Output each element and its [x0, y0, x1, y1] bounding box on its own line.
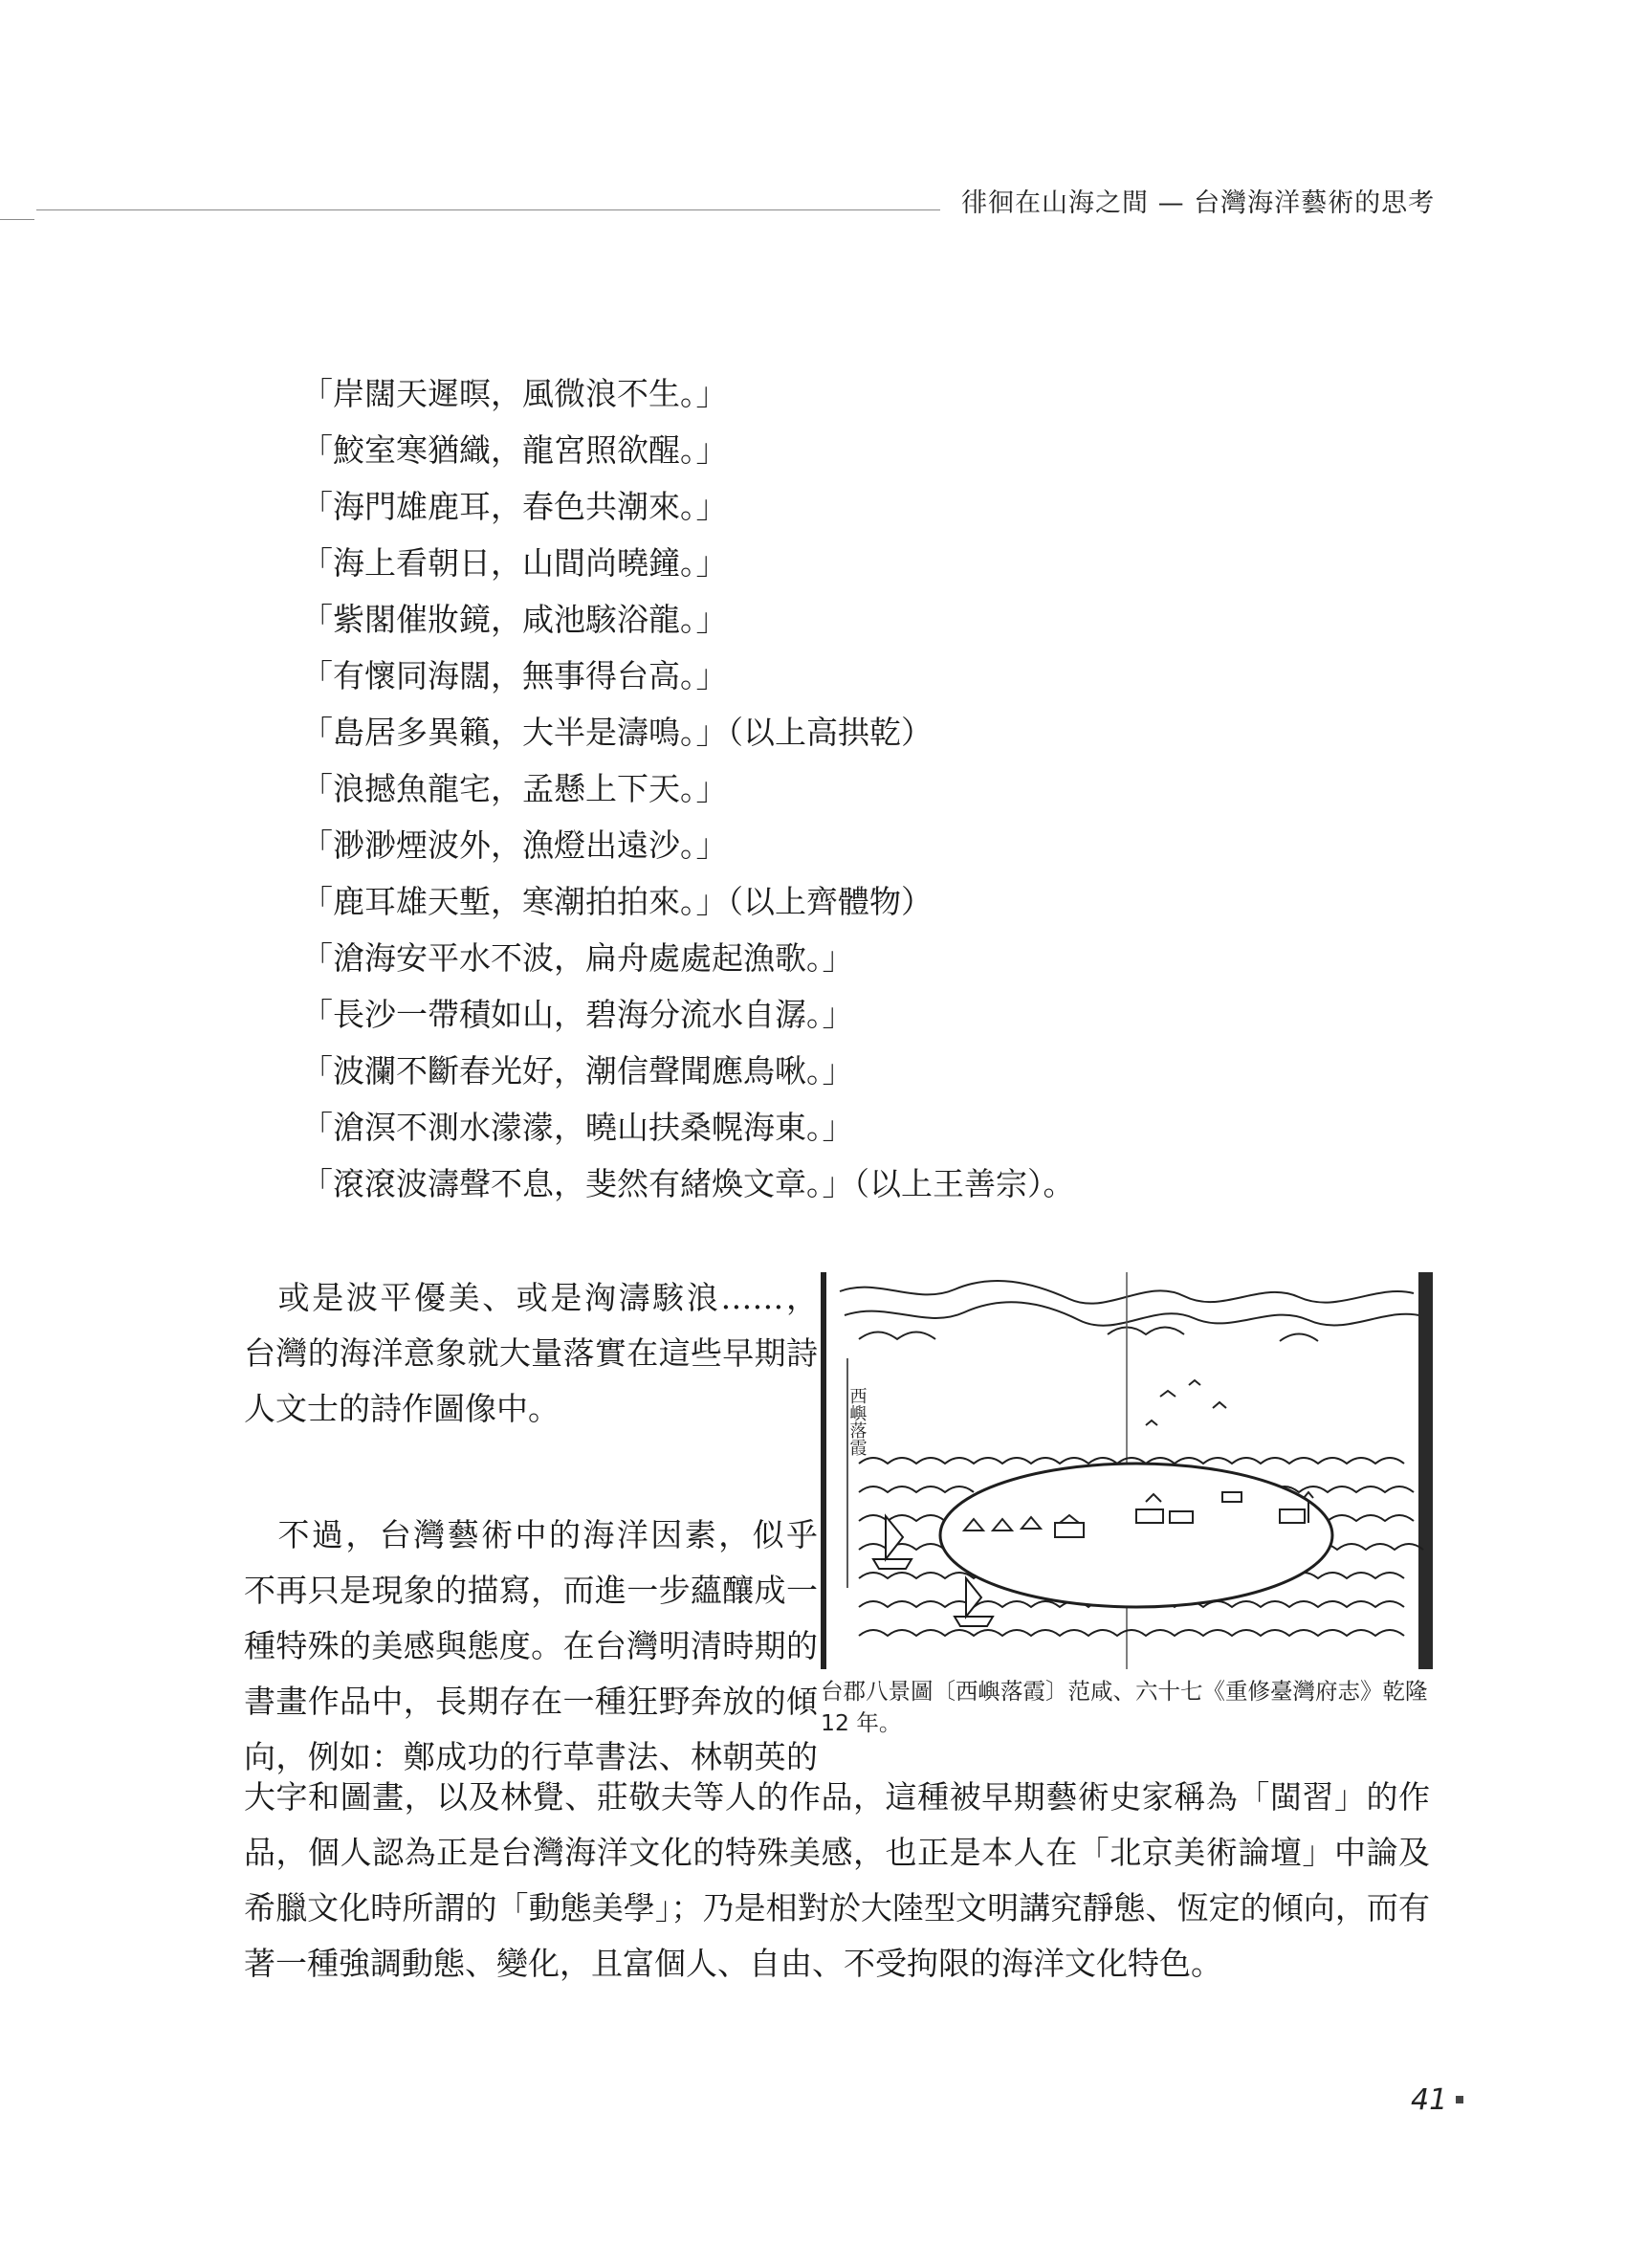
poem-line: 「長沙一帶積如山，碧海分流水自潺。」	[301, 996, 854, 1033]
poem-line: 「鮫室寒猶織，龍宮照欲醒。」	[301, 431, 728, 469]
poem-line: 「鹿耳雄天塹，寒潮拍拍來。」（以上齊體物）	[301, 883, 933, 920]
header-tick-rule	[0, 219, 34, 220]
poem-line: 「滾滾波濤聲不息，斐然有緒煥文章。」（以上王善宗）。	[301, 1165, 1075, 1202]
poem-line: 「紫閣催妝鏡，咸池駭浴龍。」	[301, 601, 728, 638]
paragraph-line: 向，例如：鄭成功的行草書法、林朝英的	[244, 1738, 818, 1775]
poem-line: 「滄溟不測水濛濛，曉山扶桑幌海東。」	[301, 1109, 854, 1146]
paragraph-continued: 大字和圖畫，以及林覺、莊敬夫等人的作品，這種被早期藝術史家稱為「閩習」的作品，個人認為正是台灣海洋文化的特殊美感，也正是本人在「北京美術論壇」中論及希臘文化時所謂的「動態美學」；乃是相對於大陸型文明講究靜態、恆定的傾向，而有著一種強調動態、變化，且富個人、自由、不受拘限的海洋文化特色。	[244, 1778, 1430, 1982]
page-number-marker	[1456, 2096, 1463, 2103]
poem-line: 「海上看朝日，山間尚曉鐘。」	[301, 544, 728, 582]
poem-line: 「波瀾不斷春光好，潮信聲聞應鳥啾。」	[301, 1052, 854, 1090]
paragraph-line: 或是波平優美、或是洶濤駭浪……，	[244, 1279, 818, 1316]
poem-line: 「岸闊天遲暝，風微浪不生。」	[301, 375, 728, 412]
poem-line: 「滄海安平水不波，扁舟處處起漁歌。」	[301, 939, 854, 977]
paragraph-line: 台灣的海洋意象就大量落實在這些早期詩	[244, 1334, 818, 1372]
paragraph-line: 書畫作品中，長期存在一種狂野奔放的傾	[244, 1683, 818, 1720]
page-number: 41	[1411, 2083, 1448, 2117]
figure-caption: 台郡八景圖〔西嶼落霞〕范咸、六十七《重修臺灣府志》乾隆12 年。	[821, 1678, 1428, 1736]
woodblock-map-figure	[821, 1272, 1433, 1669]
woodblock-map-illustration	[821, 1272, 1433, 1669]
wrapped-text-column	[244, 1270, 818, 1785]
paragraph-gap	[244, 1437, 818, 1508]
header-rule	[36, 209, 940, 210]
paragraph-line: 不過，台灣藝術中的海洋因素，似乎	[244, 1516, 818, 1553]
running-header: 徘徊在山海之間 — 台灣海洋藝術的思考	[961, 188, 1436, 218]
poem-line: 「渺渺煙波外，漁燈出遠沙。」	[301, 826, 728, 864]
paragraph-line: 人文士的詩作圖像中。	[244, 1390, 560, 1427]
poem-line: 「島居多異籟，大半是濤鳴。」（以上高拱乾）	[301, 714, 933, 751]
figure-side-label: 西嶼落霞	[846, 1387, 868, 1456]
poem-line: 「有懷同海闊，無事得台高。」	[301, 657, 728, 694]
poem-list	[301, 365, 1430, 1212]
paragraph-line: 不再只是現象的描寫，而進一步蘊釀成一	[244, 1572, 818, 1609]
poem-line: 「海門雄鹿耳，春色共潮來。」	[301, 488, 728, 525]
poem-line: 「浪撼魚龍宅，孟懸上下天。」	[301, 770, 728, 807]
paragraph-line: 種特殊的美感與態度。在台灣明清時期的	[244, 1627, 818, 1664]
